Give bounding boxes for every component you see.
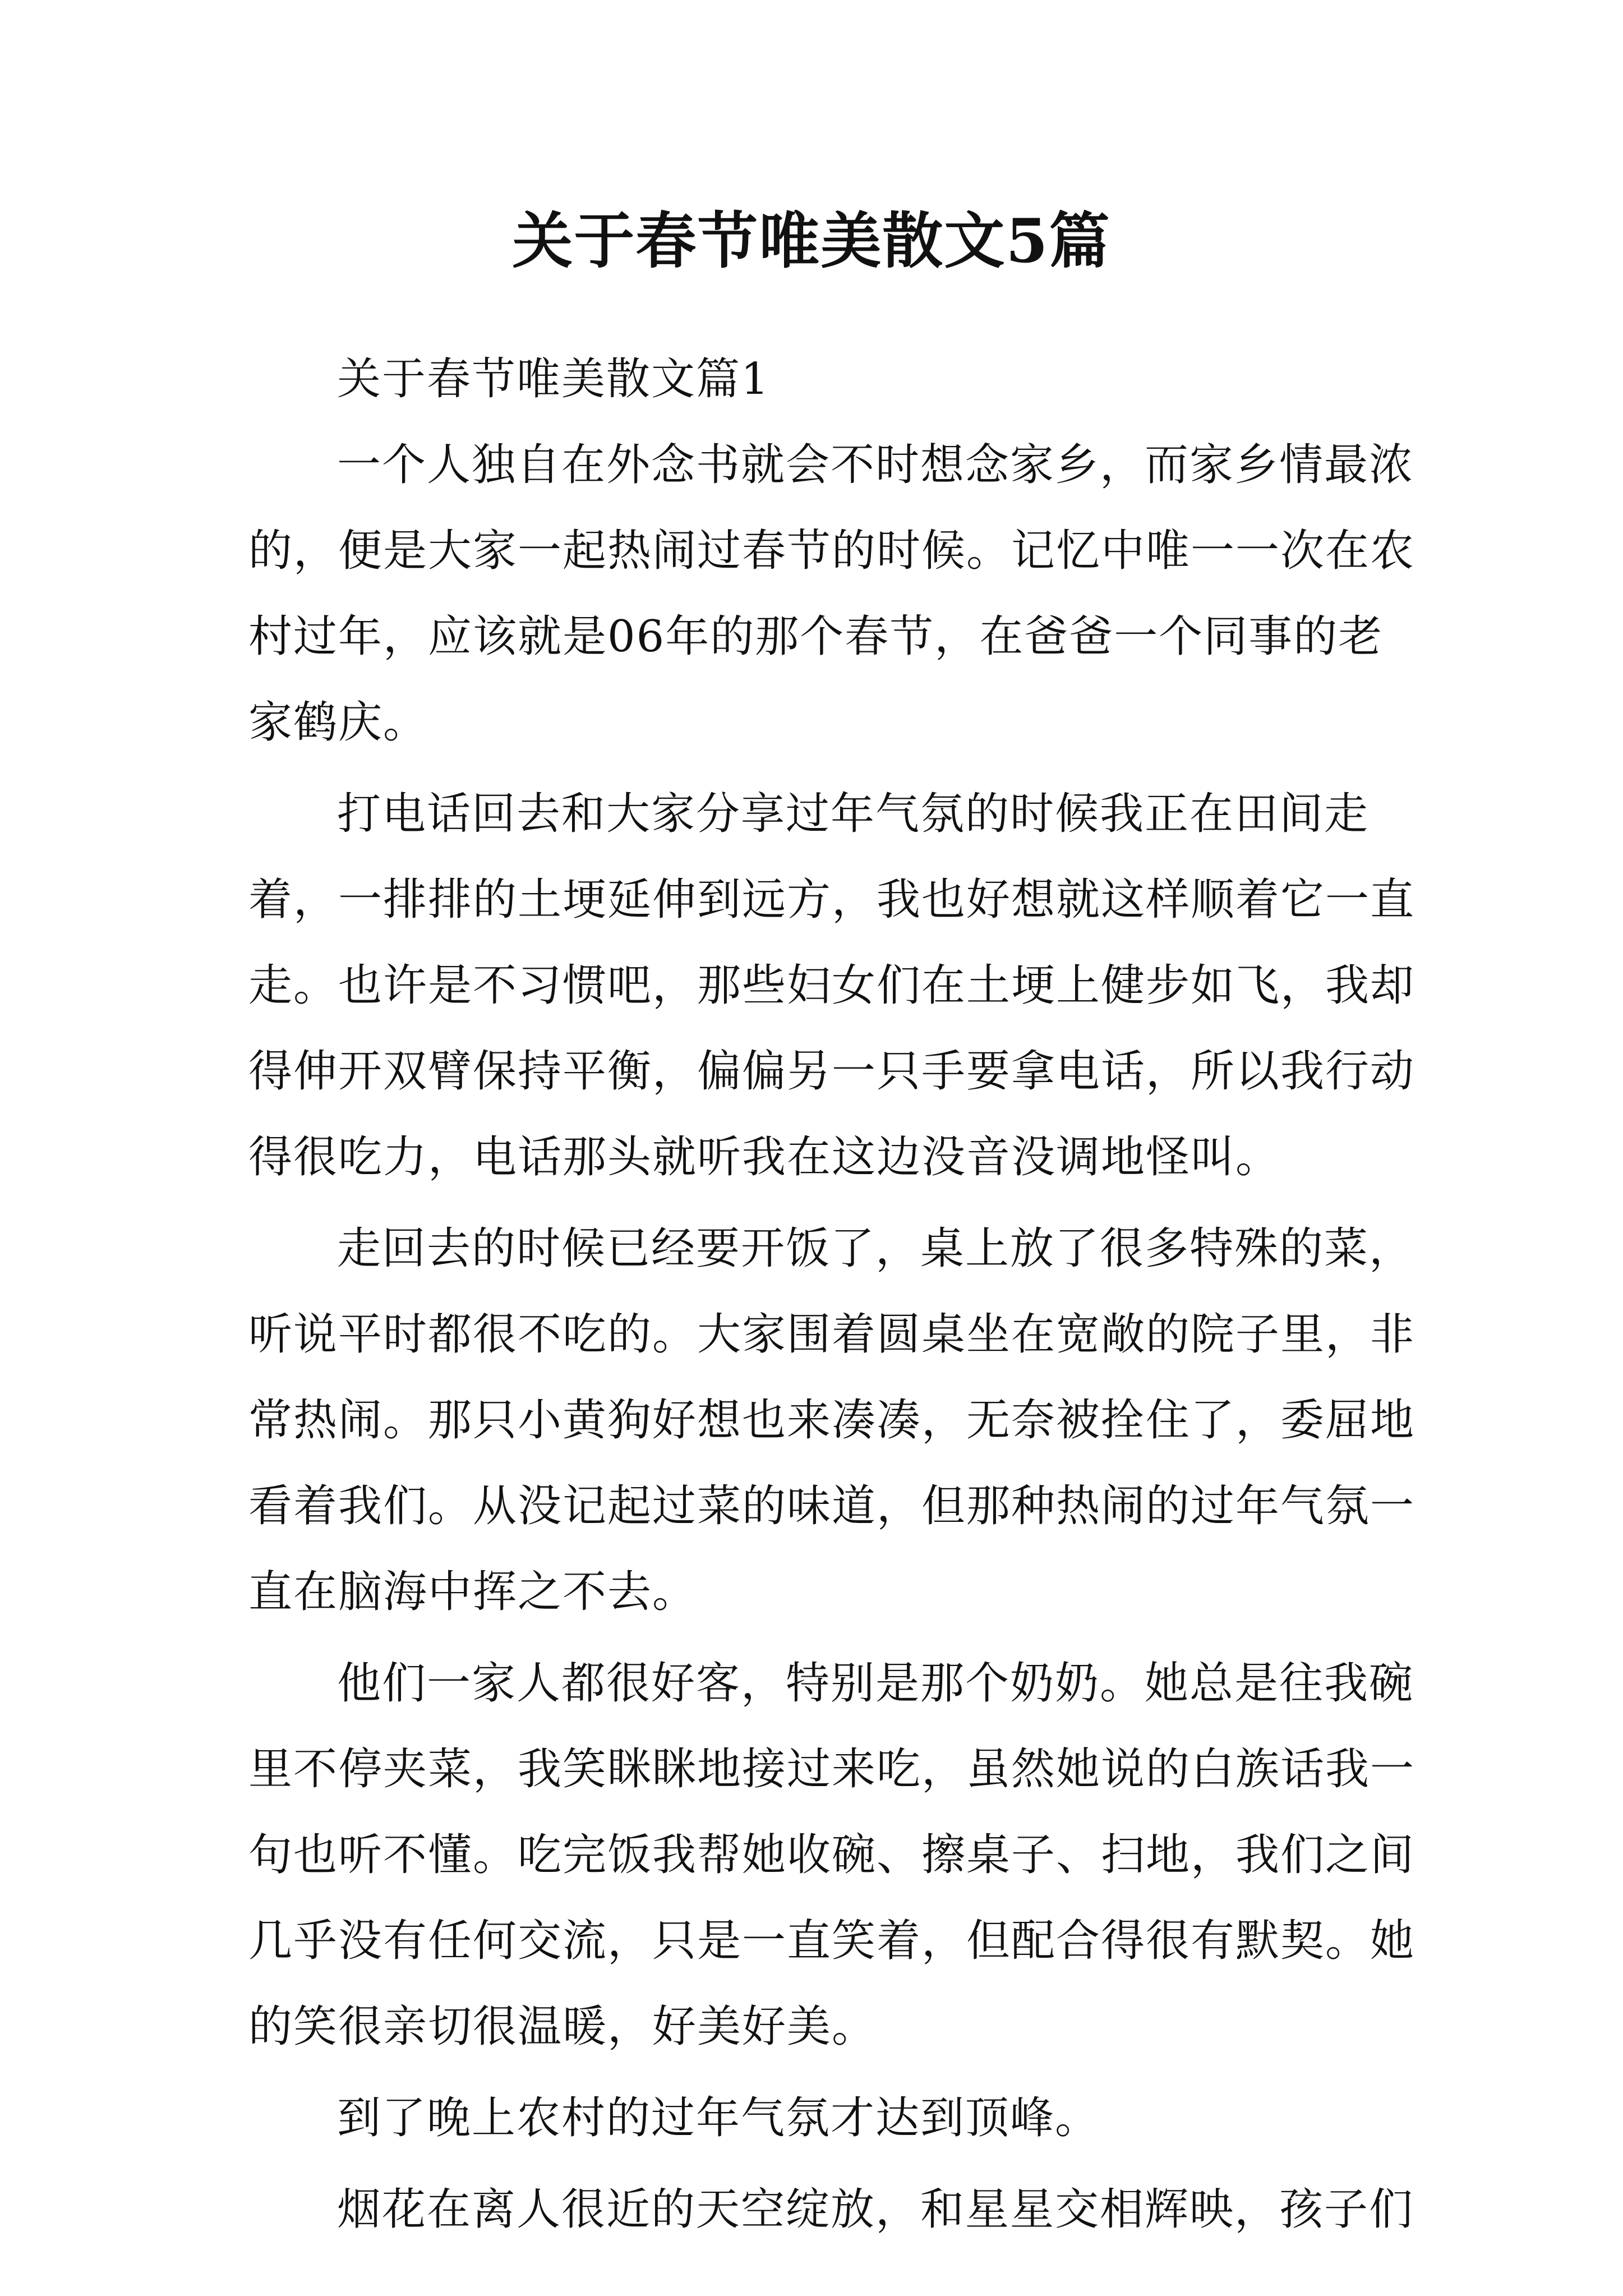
paragraph-4: [248, 1641, 1415, 2070]
text-line: 几乎没有任何交流，只是一直笑着，但配合得很有默契。她: [248, 1916, 1415, 1966]
text-line: 村过年，应该就是06年的那个春节，在爸爸一个同事的老: [248, 611, 1384, 662]
text-line: 得很吃力，电话那头就听我在这边没音没调地怪叫。: [248, 1132, 1281, 1182]
text-line: 家鹤庆。: [248, 697, 428, 748]
text-line: 一个人独自在外念书就会不时想念家乡，而家乡情最浓: [337, 440, 1414, 490]
text-line: 看着我们。从没记起过菜的味道，但那种热闹的过年气氛一: [248, 1481, 1415, 1531]
text-line: 常热闹。那只小黄狗好想也来凑凑，无奈被拴住了，委屈地: [248, 1395, 1415, 1446]
text-line: 句也听不懂。吃完饭我帮她收碗、擦桌子、扫地，我们之间: [248, 1830, 1415, 1880]
document-title: 关于春节唯美散文5篇: [512, 206, 1111, 277]
text-line: 到了晚上农村的过年气氛才达到顶峰。: [337, 2093, 1100, 2143]
text-line: 走回去的时候已经要开饭了，桌上放了很多特殊的菜，: [337, 1223, 1414, 1274]
text-line: 直在脑海中挥之不去。: [248, 1567, 698, 1617]
paragraph-6: [248, 2167, 1414, 2253]
paragraph-5: [248, 2076, 1384, 2161]
paragraph-1: [248, 422, 1415, 766]
document-body: [248, 337, 1415, 2258]
text-line: 的笑很亲切很温暖，好美好美。: [248, 2001, 877, 2052]
text-line: 的，便是大家一起热闹过春节的时候。记忆中唯一一次在农: [248, 526, 1415, 576]
section-heading: 关于春节唯美散文篇1: [337, 354, 770, 404]
text-line: 得伸开双臂保持平衡，偏偏另一只手要拿电话，所以我行动: [248, 1046, 1415, 1097]
paragraph-2: [248, 771, 1415, 1200]
text-line: 走。也许是不习惯吧，那些妇女们在土埂上健步如飞，我却: [248, 960, 1415, 1011]
text-line: 他们一家人都很好客，特别是那个奶奶。她总是往我碗: [337, 1658, 1414, 1709]
paragraph-3: [248, 1206, 1415, 1635]
text-line: 着，一排排的土埂延伸到远方，我也好想就这样顺着它一直: [248, 875, 1415, 925]
text-line: 里不停夹菜，我笑眯眯地接过来吃，虽然她说的白族话我一: [248, 1744, 1415, 1795]
text-line: 打电话回去和大家分享过年气氛的时候我正在田间走: [337, 789, 1370, 839]
text-line: 听说平时都很不吃的。大家围着圆桌坐在宽敞的院子里，非: [248, 1309, 1415, 1360]
text-line: 烟花在离人很近的天空绽放，和星星交相辉映，孩子们: [337, 2184, 1414, 2235]
